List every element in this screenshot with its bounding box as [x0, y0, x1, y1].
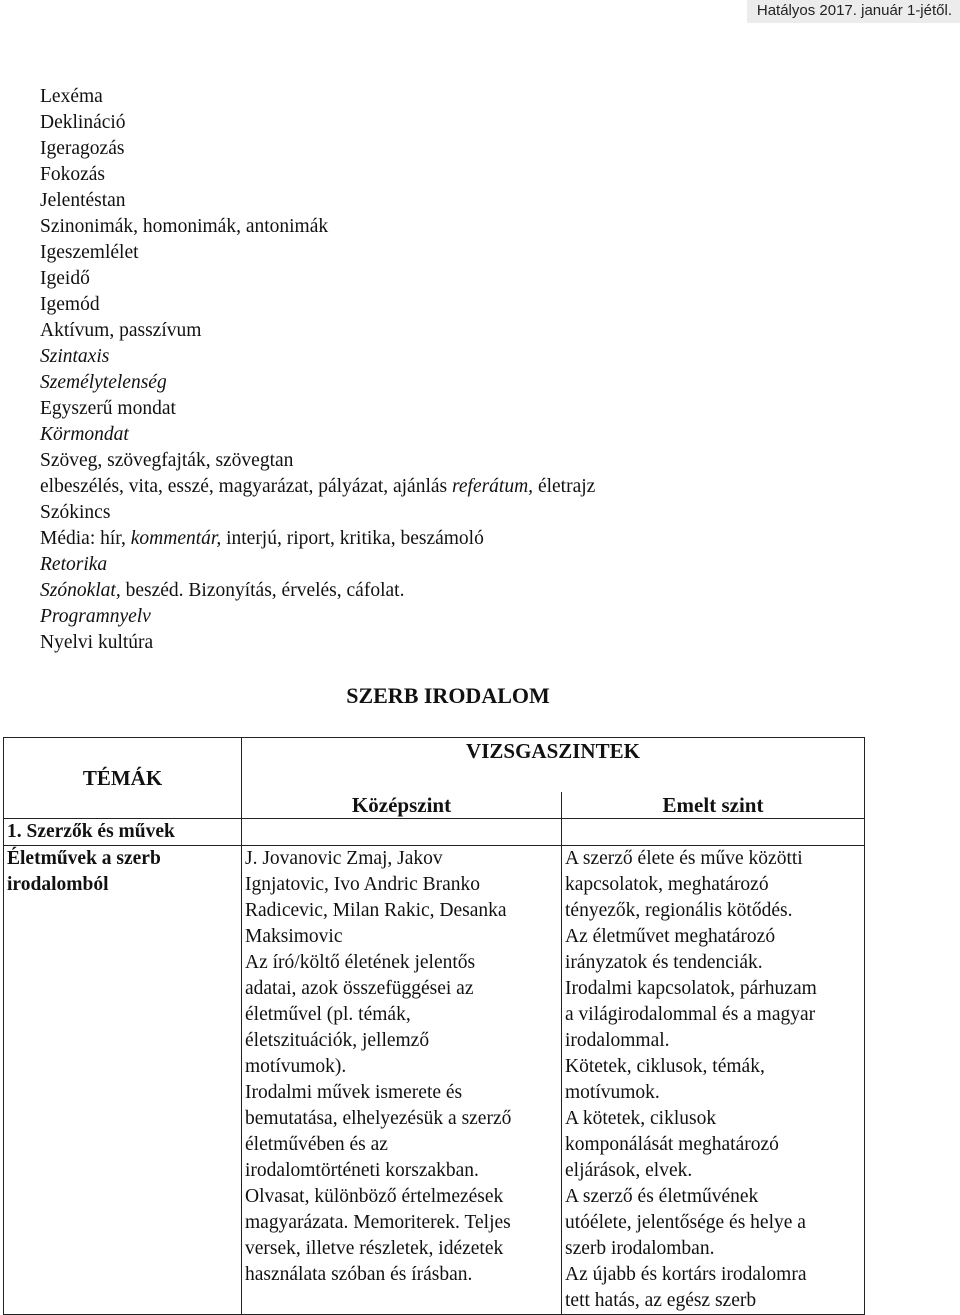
kozepszint-line: Az író/költő életének jelentős	[245, 951, 476, 973]
emelt-szint-line: a világirodalommal és a magyar	[565, 1003, 816, 1025]
kozepszint-line: Maksimovic	[245, 925, 343, 947]
topic-item	[40, 162, 595, 188]
topic-text: Egyszerű mondat	[40, 398, 176, 419]
topic-text: Szinonimák, homonimák, antonimák	[40, 216, 329, 237]
effective-date-stamp: Hatályos 2017. január 1-jétől.	[747, 0, 960, 23]
topic-item	[40, 344, 595, 370]
topic-item	[40, 136, 595, 162]
topic-text: interjú, riport, kritika, beszámoló	[221, 528, 484, 549]
section-title: SZERB IRODALOM	[346, 683, 550, 708]
topic-text: Fokozás	[40, 164, 105, 185]
topic-item	[40, 240, 595, 266]
topic-text: életrajz	[533, 476, 596, 497]
kozepszint-line: használata szóban és írásban.	[245, 1263, 473, 1285]
topic-item	[40, 214, 595, 240]
topic-text: Aktívum, passzívum	[40, 320, 202, 341]
emelt-szint-line: szerb irodalomban.	[565, 1237, 715, 1259]
topic-text: Lexéma	[40, 86, 103, 107]
kozepszint-content	[242, 845, 562, 1314]
emelt-szint-line: Kötetek, ciklusok, témák,	[565, 1055, 765, 1077]
topic-item	[40, 188, 595, 214]
topic-item	[40, 266, 595, 292]
topic-item	[40, 474, 595, 500]
header-emelt-szint: Emelt szint	[562, 792, 865, 819]
emelt-szint-line: Az újabb és kortárs irodalomra	[565, 1263, 807, 1285]
topic-text: Igemód	[40, 294, 100, 315]
row-title-cell	[4, 845, 242, 1314]
header-vizsgaszintek: VIZSGASZINTEK	[242, 738, 865, 792]
kozepszint-line: életszituációk, jellemző	[245, 1029, 430, 1051]
topic-text: Szintaxis	[40, 346, 110, 367]
topic-item	[40, 370, 595, 396]
topic-item	[40, 292, 595, 318]
emelt-szint-line: kapcsolatok, meghatározó	[565, 873, 769, 895]
emelt-szint-line: tett hatás, az egész szerb	[565, 1289, 757, 1311]
kozepszint-line: adatai, azok összefüggései az	[245, 977, 474, 999]
topic-item	[40, 110, 595, 136]
emelt-szint-line: tényezők, regionális kötődés.	[565, 899, 793, 921]
topic-item	[40, 500, 595, 526]
kozepszint-line: életművel (pl. témák,	[245, 1003, 411, 1025]
topic-text: beszéd. Bizonyítás, érvelés, cáfolat.	[120, 580, 405, 601]
section-row-empty-adv	[562, 818, 865, 845]
topic-text: Szókincs	[40, 502, 111, 523]
topic-text: Szónoklat,	[40, 580, 121, 601]
kozepszint-line: versek, illetve részletek, idézetek	[245, 1237, 504, 1259]
emelt-szint-content	[562, 845, 865, 1314]
kozepszint-line: Ignjatovic, Ivo Andric Branko	[245, 873, 481, 895]
emelt-szint-line: A kötetek, ciklusok	[565, 1107, 717, 1129]
row-title-line-1: Életművek a szerb	[7, 847, 161, 869]
topic-item	[40, 422, 595, 448]
emelt-szint-line: irányzatok és tendenciák.	[565, 951, 763, 973]
kozepszint-line: Olvasat, különböző értelmezések	[245, 1185, 504, 1207]
row-title-line-2: irodalomból	[7, 873, 109, 895]
emelt-szint-line: A szerző és életművének	[565, 1185, 759, 1207]
kozepszint-line: magyarázata. Memoriterek. Teljes	[245, 1211, 511, 1233]
topic-item	[40, 318, 595, 344]
topic-item	[40, 552, 595, 578]
topic-text: Személytelenség	[40, 372, 167, 393]
topic-list	[40, 84, 595, 656]
topic-text: kommentár,	[130, 528, 222, 549]
topic-item	[40, 630, 595, 656]
exam-levels-table	[3, 737, 865, 1315]
topic-text: Igeszemlélet	[40, 242, 139, 263]
topic-item	[40, 396, 595, 422]
section-row-label: 1. Szerzők és művek	[4, 818, 242, 845]
emelt-szint-line: Irodalmi kapcsolatok, párhuzam	[565, 977, 817, 999]
topic-item	[40, 578, 595, 604]
topic-text: Nyelvi kultúra	[40, 632, 154, 653]
kozepszint-line: Radicevic, Milan Rakic, Desanka	[245, 899, 507, 921]
topic-text: Média: hír,	[40, 528, 131, 549]
topic-text: elbeszélés, vita, esszé, magyarázat, pályázat, ajánlás	[40, 476, 452, 497]
topic-text: Deklináció	[40, 112, 126, 133]
topic-text: Programnyelv	[40, 606, 151, 627]
emelt-szint-line: utóélete, jelentősége és helye a	[565, 1211, 806, 1233]
topic-item	[40, 84, 595, 110]
emelt-szint-line: eljárások, elvek.	[565, 1159, 693, 1181]
kozepszint-line: motívumok).	[245, 1055, 347, 1077]
kozepszint-line: J. Jovanovic Zmaj, Jakov	[245, 847, 443, 869]
topic-text: referátum,	[452, 476, 534, 497]
topic-text: Körmondat	[40, 424, 129, 445]
topic-item	[40, 604, 595, 630]
emelt-szint-line: A szerző élete és műve közötti	[565, 847, 803, 869]
kozepszint-line: irodalomtörténeti korszakban.	[245, 1159, 479, 1181]
topic-text: Igeragozás	[40, 138, 125, 159]
kozepszint-line: életművében és az	[245, 1133, 388, 1155]
header-kozepszint: Középszint	[242, 792, 562, 819]
topic-text: Szöveg, szövegfajták, szövegtan	[40, 450, 294, 471]
emelt-szint-line: motívumok.	[565, 1081, 660, 1103]
emelt-szint-line: irodalommal.	[565, 1029, 670, 1051]
header-temak: TÉMÁK	[4, 738, 242, 819]
topic-item	[40, 448, 595, 474]
emelt-szint-line: komponálását meghatározó	[565, 1133, 779, 1155]
section-row-empty-mid	[242, 818, 562, 845]
emelt-szint-line: Az életművet meghatározó	[565, 925, 776, 947]
topic-item	[40, 526, 595, 552]
topic-text: Retorika	[40, 554, 108, 575]
topic-text: Jelentéstan	[40, 190, 126, 211]
topic-text: Igeidő	[40, 268, 90, 289]
kozepszint-line: bemutatása, elhelyezésük a szerző	[245, 1107, 512, 1129]
kozepszint-line: Irodalmi művek ismerete és	[245, 1081, 463, 1103]
